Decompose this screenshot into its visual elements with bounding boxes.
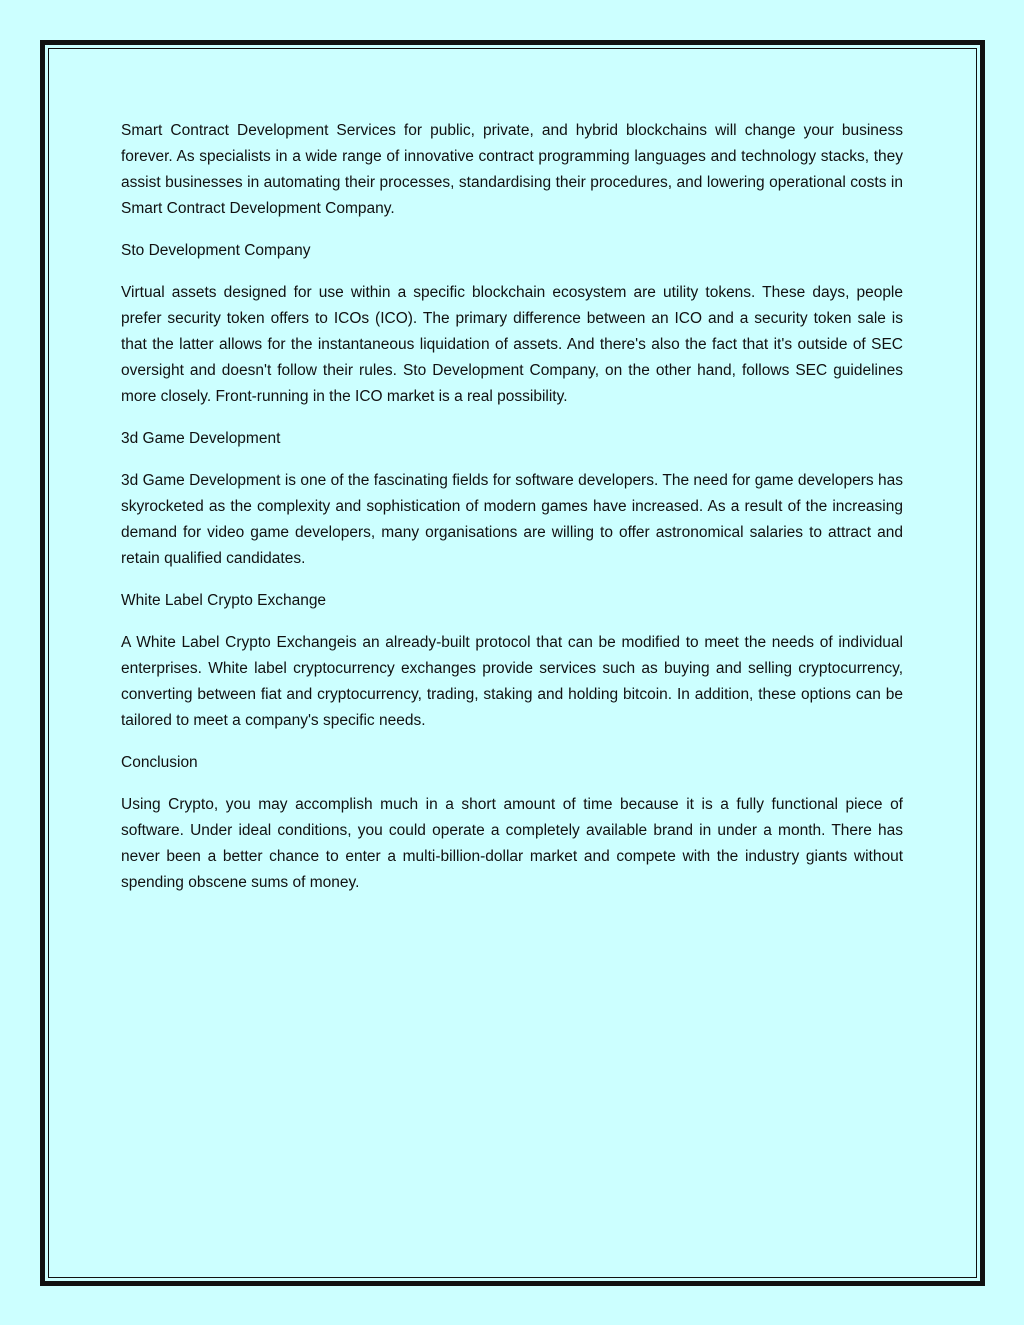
paragraph-sto-development: Virtual assets designed for use within a specific blockchain ecosystem are utility tokens. These days, people prefer security token offers to ICOs (ICO). The primary difference between an ICO and a security token sale is that the latter allows for the instantaneous liquidation of assets. And there's also the fact that it's outside of SEC oversight and doesn't follow their rules. Sto Development Company, on the other hand, follows SEC guidelines more closely. Front-running in the ICO market is a real possibility. xyxy=(121,284,903,405)
heading-white-label-crypto-exchange: White Label Crypto Exchange xyxy=(121,592,327,609)
paragraph-smart-contract: Smart Contract Development Services for public, private, and hybrid blockchains will change your business forever. As specialists in a wide range of innovative contract programming languages and technology stacks, they assist businesses in automating their processes, standardising their procedures, and lowering operational costs in Smart Contract Development Company. xyxy=(121,122,903,217)
heading-conclusion: Conclusion xyxy=(121,754,198,771)
paragraph-white-label-crypto-exchange: A White Label Crypto Exchangeis an already-built protocol that can be modified to meet the needs of individual enterprises. White label cryptocurrency exchanges provide services such as buying and selling cryptocurrency, converting between fiat and cryptocurrency, trading, staking and holding bitcoin. In addition, these options can be tailored to meet a company's specific needs. xyxy=(121,634,903,729)
paragraph-3d-game-development: 3d Game Development is one of the fascinating fields for software developers. The need for game developers has skyrocketed as the complexity and sophistication of modern games have increased. As a result of the increasing demand for video game developers, many organisations are willing to offer astronomical salaries to attract and retain qualified candidates. xyxy=(121,472,903,567)
document-body xyxy=(121,118,903,912)
heading-sto-development: Sto Development Company xyxy=(121,242,311,259)
paragraph-conclusion: Using Crypto, you may accomplish much in a short amount of time because it is a fully functional piece of software. Under ideal conditions, you could operate a completely available brand in under a month. There has never been a better chance to enter a multi-billion-dollar market and compete with the industry giants without spending obscene sums of money. xyxy=(121,796,903,891)
heading-3d-game-development: 3d Game Development xyxy=(121,430,281,447)
